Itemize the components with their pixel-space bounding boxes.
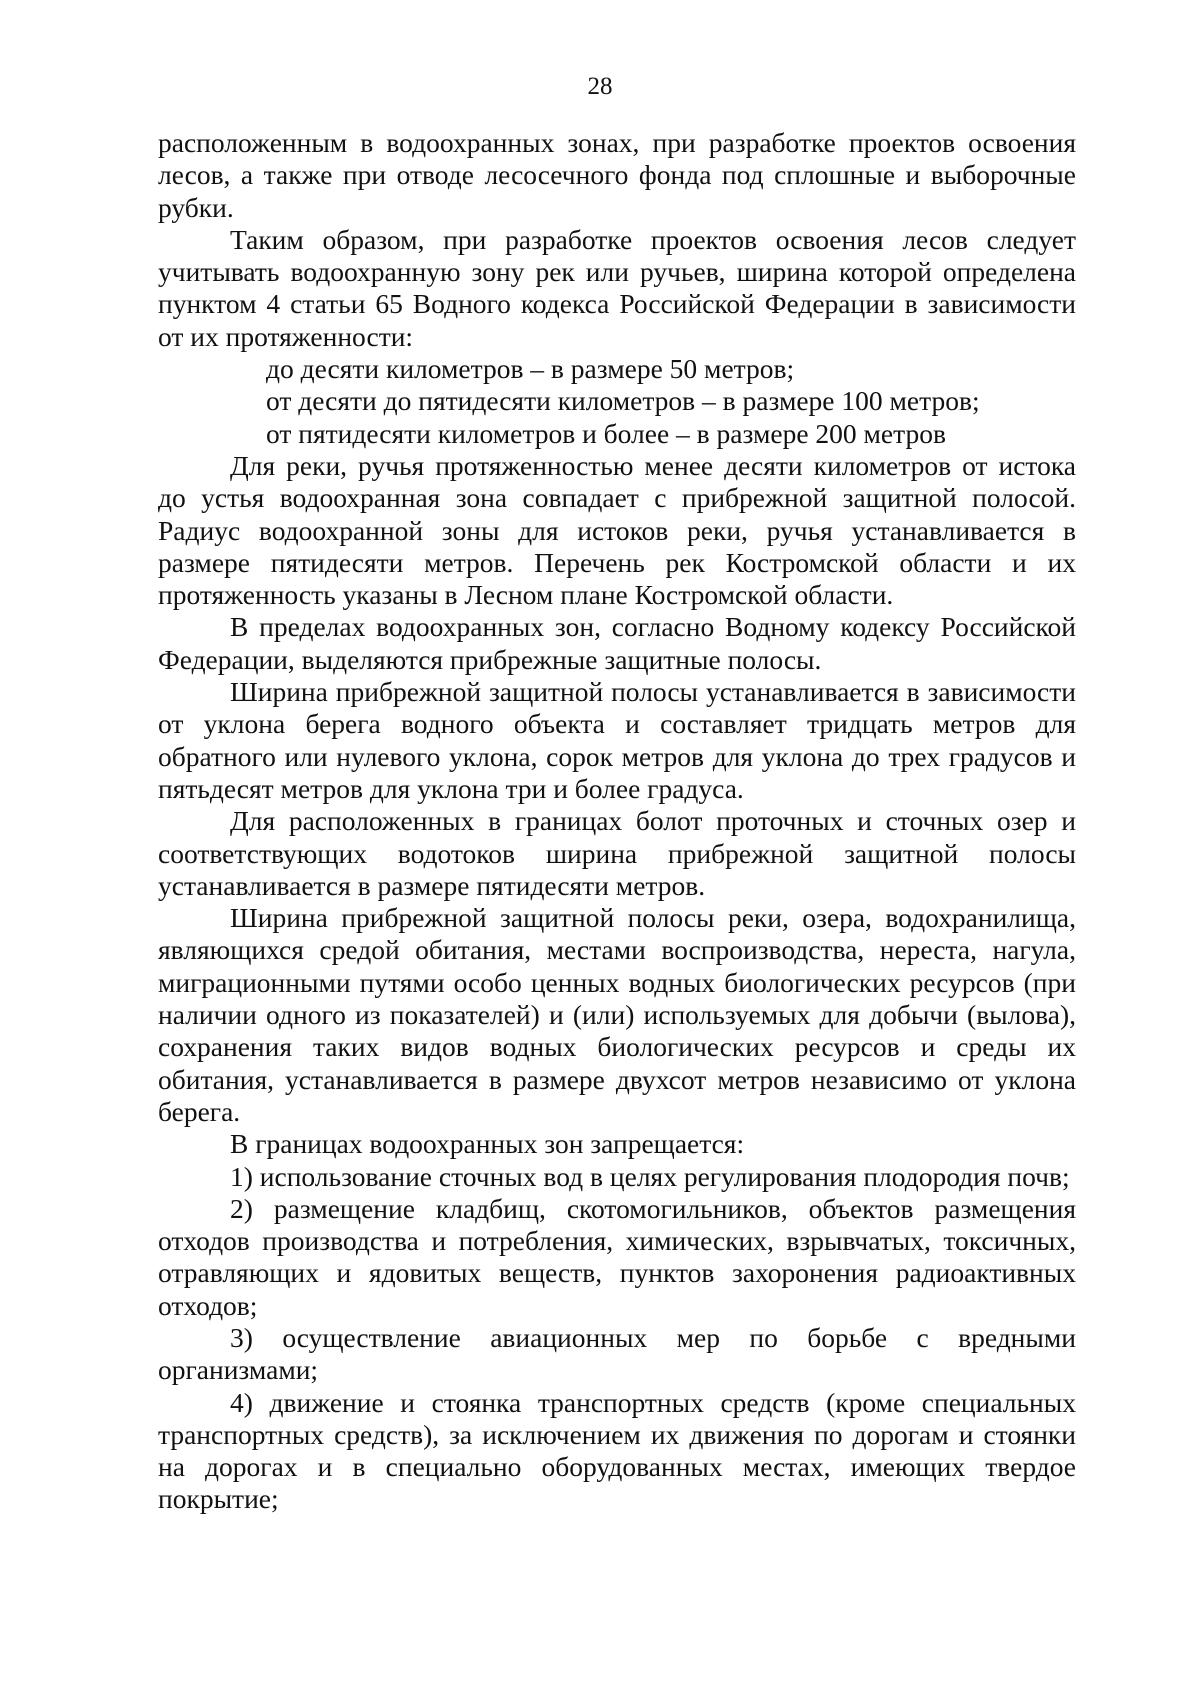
- prohibition-item-2: 2) размещение кладбищ, скотомогильников, объектов размещения отходов производства и потребления, химических, взрывчатых, токсичных, отравляющих и ядовитых веществ, пунктов захоронения радиоактивных отходов;: [158, 1192, 1076, 1321]
- list-line-1: до десяти километров – в размере 50 метров;: [266, 353, 795, 385]
- prohibition-item-3: 3) осуществление авиационных мер по борьбе с вредными организмами;: [158, 1321, 1076, 1386]
- paragraph-4: В пределах водоохранных зон, согласно Водному кодексу Российской Федерации, выделяются прибрежные защитные полосы.: [158, 611, 1076, 675]
- paragraph-8: В границах водоохранных зон запрещается:: [230, 1128, 745, 1160]
- list-line-2: от десяти до пятидесяти километров – в размере 100 метров;: [266, 385, 980, 417]
- paragraph-3: Для реки, ручья протяженностью менее десяти километров от истока до устья водоохранная зона совпадает с прибрежной защитной полосой. Радиус водоохранной зоны для истоков реки, ручья устанавливается в размере пятидесяти метров. Перечень рек Костромской области и их протяженность указаны в Лесном плане Костромской области.: [158, 449, 1076, 611]
- paragraph-7: Ширина прибрежной защитной полосы реки, озера, водохранилища, являющихся средой обитания, местами воспроизводства, нереста, нагула, миграционными путями особо ценных водных биологических ресурсов (при наличии одного из показателей) и (или) используемых для добычи (вылова), сохранения таких видов водных биологических ресурсов и среды их обитания, устанавливается в размере двухсот метров независимо от уклона берега.: [158, 902, 1076, 1127]
- paragraph-6: Для расположенных в границах болот проточных и сточных озер и соответствующих водотоков ширина прибрежной защитной полосы устанавливается в размере пятидесяти метров.: [158, 805, 1076, 901]
- paragraph-5: Ширина прибрежной защитной полосы устанавливается в зависимости от уклона берега водного объекта и составляет тридцать метров для обратного или нулевого уклона, сорок метров для уклона до трех градусов и пятьдесят метров для уклона три и более градуса.: [158, 676, 1076, 804]
- page-number: 28: [587, 73, 613, 100]
- prohibition-item-1: 1) использование сточных вод в целях регулирования плодородия почв;: [230, 1160, 1070, 1192]
- paragraph-2: Таким образом, при разработке проектов освоения лесов следует учитывать водоохранную зону рек или ручьев, ширина которой определена пунктом 4 статьи 65 Водного кодекса Российской Федерации в зависимости от их протяженности:: [158, 223, 1076, 352]
- list-line-3: от пятидесяти километров и более – в размере 200 метров: [266, 417, 946, 449]
- paragraph-1: расположенным в водоохранных зонах, при разработке проектов освоения лесов, а также при отводе лесосечного фонда под сплошные и выборочные рубки.: [158, 127, 1076, 223]
- prohibition-item-4: 4) движение и стоянка транспортных средств (кроме специальных транспортных средств), за исключением их движения по дорогам и стоянки на дорогах и в специально оборудованных местах, имеющих твердое покрытие;: [158, 1386, 1076, 1515]
- document-body: [158, 127, 1076, 1516]
